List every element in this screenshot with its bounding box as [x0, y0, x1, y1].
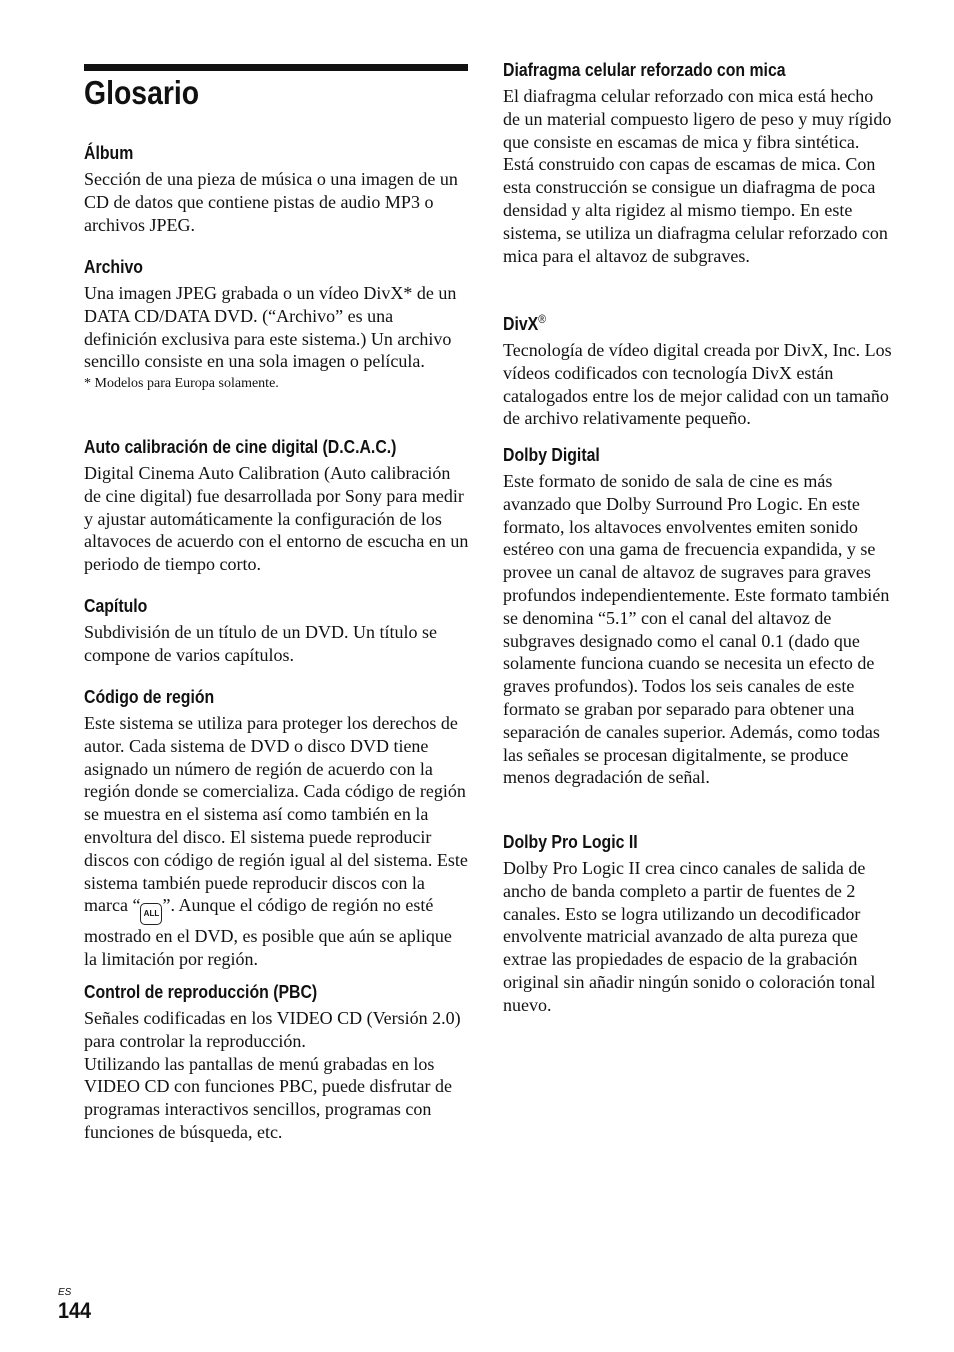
term-definition: Una imagen JPEG grabada o un vídeo DivX* de un DATA CD/DATA DVD. (“Archivo” es una definición exclusiva para este sistema.) Un archivo sencillo consiste en una sola imagen o película.: [84, 283, 457, 372]
title-rule: [84, 64, 468, 71]
term-heading: [503, 308, 846, 335]
term-text: DivX: [503, 314, 539, 334]
term-definition: Este formato de sonido de sala de cine es más avanzado que Dolby Surround Pro Logic. En este formato, los altavoces envolventes emiten sonido estéreo con una gama de frecuencia expandida, y se provee un canal de altavoz de sugraves para graves profundos independientemente. Este formato también se denomina “5.1” con el canal del altavoz de subgraves designado como el canal 0.1 (dado que solamente funciona cuando se necesita un efecto de graves profundos). Todos los seis canales de este formato se graban por separado para obtener una separación de canales superior. Además, como todas las señales se procesan digitalmente, se produce menos degradación de señal.: [503, 471, 890, 788]
glossary-entry-capitulo: [84, 595, 469, 667]
glossary-entry-dolby-digital: [503, 444, 893, 789]
term-definition: El diafragma celular reforzado con mica está hecho de un material compuesto ligero de peso y muy rígido que consiste en escamas de mica y fibra sintética.: [503, 86, 892, 152]
term-definition: Subdivisión de un título de un DVD. Un título se compone de varios capítulos.: [84, 622, 437, 665]
glossary-entry-diafragma: [503, 59, 893, 267]
definition-text: Este sistema se utiliza para proteger los derechos de autor. Cada sistema de DVD o disco DVD tiene asignado un número de región de acuerdo con la región donde se comercializa. Cada código de región se muestra en el sistema así como también en la envoltura del disco. El sistema puede reproducir discos con código de región igual al del sistema. Este sistema también puede reproducir discos con la marca “: [84, 713, 468, 916]
glossary-entry-codigo-region: [84, 686, 469, 971]
term-heading: Capítulo: [84, 596, 148, 616]
glossary-entry-pbc: [84, 981, 469, 1144]
term-heading: Dolby Pro Logic II: [503, 832, 638, 852]
glossary-entry-archivo: [84, 256, 469, 393]
term-definition: Está construido con capas de escamas de mica. Con esta construcción se consigue un diafragma de poca densidad y alta rigidez al mismo tiempo. En este sistema, se utiliza un diafragma celular reforzado con mica para el altavoz de subgraves.: [503, 154, 888, 266]
term-heading: Dolby Digital: [503, 445, 600, 465]
term-definition: Digital Cinema Auto Calibration (Auto calibración de cine digital) fue desarrollada por Sony para medir y ajustar automáticamente la configuración de los altavoces de acuerdo con el entorno de escucha en un periodo de tiempo corto.: [84, 463, 469, 575]
all-region-mark-icon: ALL: [140, 903, 162, 925]
term-heading: Control de reproducción (PBC): [84, 982, 318, 1002]
language-code: ES: [58, 1287, 72, 1298]
term-heading: Álbum: [84, 143, 134, 163]
registered-mark: ®: [538, 312, 547, 326]
term-definition: Dolby Pro Logic II crea cinco canales de salida de ancho de banda completo a partir de fuentes de 2 canales. Esto se logra utilizando un decodificador envolvente matricial avanzado de alta pureza que extrae las propiedades de espacio de la grabación original sin añadir ningún sonido o coloración tonal nuevo.: [503, 858, 876, 1015]
glossary-entry-album: [84, 142, 469, 236]
term-heading: Auto calibración de cine digital (D.C.A.C.): [84, 437, 397, 457]
term-definition: [84, 712, 469, 971]
page-number: 144: [58, 1298, 92, 1323]
term-heading: Archivo: [84, 257, 143, 277]
page-title: Glosario: [84, 74, 200, 111]
term-definition: Sección de una pieza de música o una imagen de un CD de datos que contiene pistas de audio MP3 o archivos JPEG.: [84, 169, 458, 235]
footnote: * Modelos para Europa solamente.: [84, 376, 279, 392]
term-definition: Utilizando las pantallas de menú grabadas en los VIDEO CD con funciones PBC, puede disfrutar de programas interactivos sencillos, programas con funciones de búsqueda, etc.: [84, 1053, 452, 1142]
term-definition: Tecnología de vídeo digital creada por DivX, Inc. Los vídeos codificados con tecnología DivX están catalogados entre los de mejor calidad con un tamaño de archivo relativamente pequeño.: [503, 340, 892, 429]
glossary-entry-dcac: [84, 436, 469, 576]
term-heading: Diafragma celular reforzado con mica: [503, 60, 786, 80]
term-definition: Señales codificadas en los VIDEO CD (Versión 2.0) para controlar la reproducción.: [84, 1008, 461, 1051]
glossary-entry-dolby-pro-logic: [503, 831, 893, 1017]
definition-text: ”. Aunque el código de región no esté mostrado en el DVD, es posible que aún se aplique la limitación por región.: [84, 895, 452, 970]
glossary-entry-divx: [503, 308, 893, 430]
term-heading: Código de región: [84, 687, 215, 707]
